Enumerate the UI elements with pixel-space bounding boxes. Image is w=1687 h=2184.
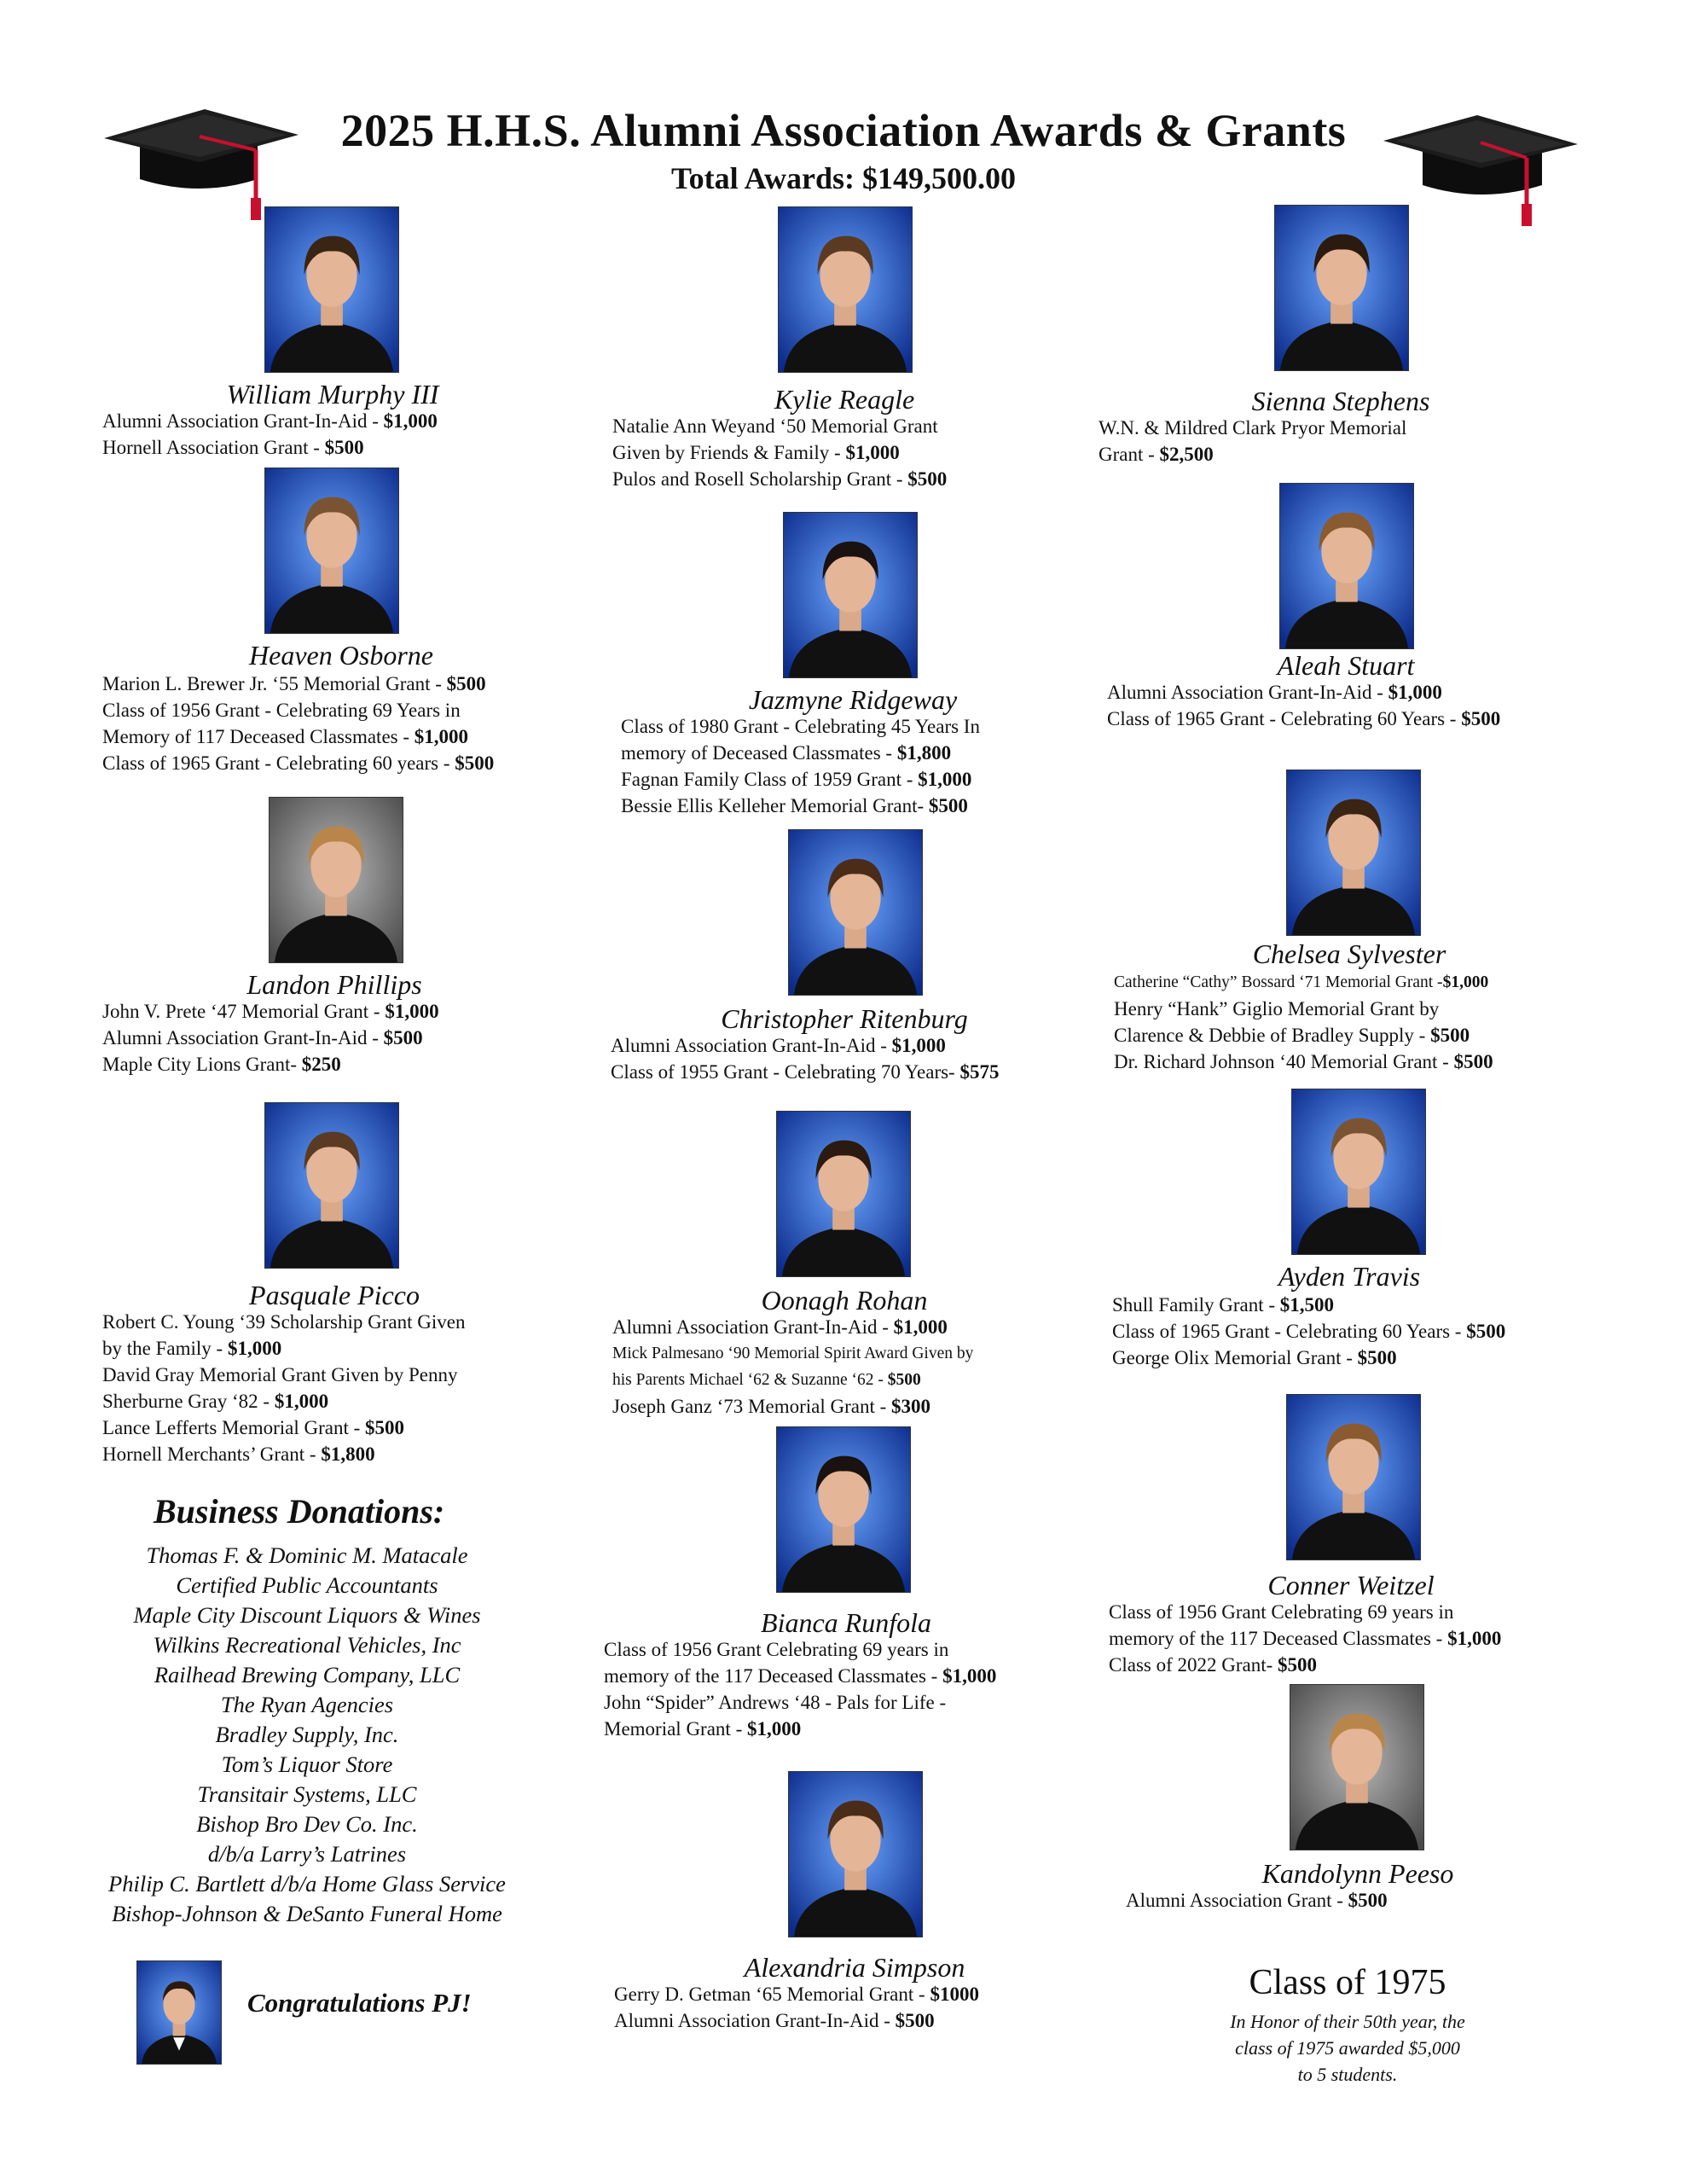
total-awards: Total Awards: $149,500.00	[670, 161, 1017, 195]
student-portrait	[264, 206, 399, 373]
grant-amount: $500	[907, 468, 948, 490]
grant-line	[1109, 1599, 1501, 1625]
grant-line	[612, 1340, 973, 1367]
grant-text: Sherburne Gray ‘82 -	[102, 1391, 275, 1412]
grant-text: Alumni Association Grant-In-Aid -	[614, 2010, 896, 2031]
grant-text: David Gray Memorial Grant Given by Penny	[102, 1364, 458, 1385]
grant-line	[1112, 1292, 1505, 1318]
grant-text: Class of 1956 Grant Celebrating 69 years in	[604, 1639, 949, 1660]
grant-list	[102, 408, 438, 461]
grant-line	[604, 1636, 996, 1663]
grant-text: Fagnan Family Class of 1959 Grant -	[621, 769, 919, 790]
grant-amount: $1,000	[383, 410, 438, 432]
grant-amount: $1000	[930, 1984, 979, 2005]
donor-name: Maple City Discount Liquors & Wines	[133, 1602, 481, 1628]
donor-name: The Ryan Agencies	[220, 1692, 394, 1717]
student-name: Kylie Reagle	[774, 384, 915, 415]
student-name: Aleah Stuart	[1277, 650, 1415, 681]
student-portrait	[778, 206, 913, 373]
grant-line	[1107, 679, 1500, 706]
donor-name: Railhead Brewing Company, LLC	[154, 1662, 461, 1687]
grant-amount: $500	[1357, 1347, 1397, 1368]
grant-line	[1126, 1887, 1388, 1914]
grant-line	[102, 671, 494, 697]
grant-amount: $500	[365, 1417, 405, 1438]
grant-line	[102, 408, 438, 434]
grant-list	[1112, 1292, 1505, 1371]
student-portrait	[1286, 1394, 1421, 1560]
grant-amount: $500	[1466, 1321, 1506, 1342]
student-portrait	[1290, 1684, 1424, 1850]
grant-text: Alumni Association Grant-In-Aid -	[612, 1316, 894, 1338]
grant-line	[102, 1309, 465, 1335]
grant-amount: $1,000	[1388, 682, 1442, 703]
grant-amount: $500	[383, 1027, 423, 1048]
grant-amount: $1,000	[1442, 973, 1489, 991]
grant-line	[611, 1059, 999, 1085]
grant-amount: $1,000	[918, 769, 972, 790]
grant-text: Hornell Association Grant -	[102, 437, 325, 458]
grant-amount: $500	[1348, 1890, 1388, 1911]
grant-list	[612, 1314, 973, 1420]
student-portrait	[264, 1102, 399, 1269]
grant-list	[102, 1309, 465, 1467]
student-name: Pasquale Picco	[249, 1280, 420, 1310]
grant-list	[1126, 1887, 1388, 1914]
grant-line	[621, 766, 980, 793]
student-portrait	[1279, 483, 1414, 649]
student-name: Christopher Ritenburg	[721, 1003, 968, 1034]
grant-text: Class of 1965 Grant - Celebrating 60 Years -	[1107, 708, 1462, 729]
donor-name: Philip C. Bartlett d/b/a Home Glass Service	[108, 1871, 506, 1896]
grant-list	[1099, 415, 1406, 468]
grant-text: Given by Friends & Family -	[612, 442, 846, 463]
grant-line	[102, 998, 439, 1025]
donor-name: Tom’s Liquor Store	[221, 1751, 393, 1777]
grant-amount: $1,500	[1279, 1294, 1335, 1316]
grant-line	[612, 1393, 973, 1420]
grant-amount: $500	[1461, 708, 1501, 729]
donor-name: Bradley Supply, Inc.	[215, 1722, 399, 1747]
grant-line	[102, 723, 494, 750]
business-donations-title: Business Donations:	[154, 1492, 445, 1531]
grant-line	[614, 2007, 979, 2034]
grant-text: John “Spider” Andrews ‘48 - Pals for Life -	[604, 1692, 947, 1713]
grant-amount: $500	[446, 673, 486, 694]
student-name: Landon Phillips	[246, 969, 422, 1000]
grant-amount: $1,000	[893, 1316, 948, 1338]
grant-text: Class of 1965 Grant - Celebrating 60 years -	[102, 752, 455, 774]
grant-line	[612, 439, 947, 466]
grant-amount: $575	[959, 1061, 1000, 1083]
grant-list	[1114, 969, 1493, 1075]
grant-text: Bessie Ellis Kelleher Memorial Grant-	[621, 795, 929, 816]
grant-text: Mick Palmesano ‘90 Memorial Spirit Award Given by	[612, 1345, 974, 1362]
class-of-1975-title: Class of 1975	[1249, 1963, 1446, 2002]
grant-text: Natalie Ann Weyand ‘50 Memorial Grant	[612, 415, 938, 437]
grant-text: Class of 1956 Grant Celebrating 69 years in	[1109, 1601, 1454, 1623]
page-title: 2025 H.H.S. Alumni Association Awards & Grants	[340, 105, 1347, 156]
grant-text: his Parents Michael ‘62 & Suzanne ‘62 -	[612, 1371, 888, 1389]
grant-line	[102, 1441, 465, 1467]
grant-amount: $500	[1430, 1025, 1470, 1046]
student-name: William Murphy III	[226, 379, 439, 410]
grant-amount: $1,000	[274, 1391, 329, 1412]
grant-line	[102, 1051, 439, 1077]
grant-amount: $500	[887, 1371, 921, 1389]
student-name: Bianca Runfola	[761, 1607, 931, 1638]
grant-line	[1114, 1048, 1493, 1075]
grant-amount: $1,800	[321, 1443, 375, 1465]
grant-text: Catherine “Cathy” Bossard ‘71 Memorial Grant -	[1114, 973, 1443, 991]
grant-line	[1114, 1022, 1493, 1048]
student-name: Conner Weitzel	[1267, 1570, 1435, 1600]
grant-amount: $1,000	[414, 726, 469, 747]
grant-list	[604, 1636, 996, 1742]
grant-list	[102, 671, 494, 776]
student-name: Oonagh Rohan	[761, 1285, 928, 1316]
grant-text: memory of the 117 Deceased Classmates -	[604, 1665, 943, 1687]
grant-list	[612, 413, 947, 492]
grant-text: Marion L. Brewer Jr. ‘55 Memorial Grant -	[102, 673, 447, 694]
student-portrait	[788, 1771, 923, 1937]
grant-line	[102, 1362, 465, 1388]
grant-text: George Olix Memorial Grant -	[1112, 1347, 1358, 1368]
student-portrait	[1274, 205, 1409, 371]
class-of-1975-note: In Honor of their 50th year, the class of 1975 awarded $5,000 to 5 students.	[1230, 2011, 1465, 2085]
grant-text: Memorial Grant -	[604, 1718, 747, 1740]
grant-amount: $250	[301, 1054, 341, 1075]
grant-text: Gerry D. Getman ‘65 Memorial Grant -	[614, 1984, 930, 2005]
grant-line	[612, 466, 947, 492]
student-portrait	[776, 1111, 911, 1277]
donor-name: Thomas F. & Dominic M. Matacale	[146, 1542, 468, 1568]
grant-amount: $500	[324, 437, 364, 458]
grant-list	[621, 713, 980, 819]
grant-text: Henry “Hank” Giglio Memorial Grant by	[1114, 998, 1440, 1019]
grant-text: Joseph Ganz ‘73 Memorial Grant -	[612, 1396, 892, 1417]
grant-text: Pulos and Rosell Scholarship Grant -	[612, 468, 908, 490]
pj-portrait	[136, 1960, 222, 2065]
grant-line	[604, 1689, 996, 1716]
grant-line	[612, 1367, 973, 1393]
grant-list	[1107, 679, 1500, 732]
grant-text: Alumni Association Grant-In-Aid -	[102, 410, 384, 432]
donor-name: Transitair Systems, LLC	[197, 1781, 417, 1807]
student-portrait	[269, 797, 403, 963]
grant-text: Lance Lefferts Memorial Grant -	[102, 1417, 366, 1438]
grant-amount: $500	[1453, 1051, 1493, 1072]
grant-line	[614, 1981, 979, 2007]
grant-amount: $1,000	[1447, 1628, 1502, 1649]
student-portrait	[776, 1426, 911, 1593]
grant-line	[1099, 415, 1406, 441]
grant-line	[102, 1414, 465, 1441]
student-portrait	[1286, 770, 1421, 936]
grant-amount: $1,000	[746, 1718, 802, 1740]
student-name: Alexandria Simpson	[744, 1952, 965, 1983]
grant-amount: $1,000	[227, 1338, 282, 1359]
grant-line	[621, 793, 980, 819]
grant-text: Class of 1965 Grant - Celebrating 60 Years -	[1112, 1321, 1467, 1342]
grant-text: Alumni Association Grant-In-Aid -	[1107, 682, 1388, 703]
grant-list	[1109, 1599, 1501, 1678]
grant-text: Class of 1956 Grant - Celebrating 69 Years in	[102, 700, 461, 721]
grant-line	[612, 1314, 973, 1340]
congratulations-text: Congratulations PJ!	[247, 1988, 472, 2018]
grant-text: Alumni Association Grant -	[1126, 1890, 1348, 1911]
grant-text: memory of Deceased Classmates -	[621, 742, 897, 764]
grant-line	[612, 413, 947, 439]
grant-text: Shull Family Grant -	[1112, 1294, 1280, 1316]
grant-list	[614, 1981, 979, 2034]
grant-line	[621, 713, 980, 740]
grant-line	[1099, 441, 1406, 468]
grant-line	[1112, 1318, 1505, 1345]
student-name: Chelsea Sylvester	[1252, 938, 1446, 969]
donor-name: Certified Public Accountants	[176, 1572, 438, 1598]
grant-line	[604, 1716, 996, 1742]
grant-line	[102, 750, 494, 776]
grant-amount: $500	[1278, 1654, 1318, 1676]
grant-line	[1109, 1625, 1501, 1652]
grant-line	[1114, 969, 1493, 996]
graduation-cap-icon	[1382, 115, 1578, 230]
grant-amount: $1,000	[845, 442, 900, 463]
grant-line	[102, 697, 494, 723]
student-name: Kandolynn Peeso	[1261, 1858, 1454, 1889]
grant-text: Class of 2022 Grant-	[1109, 1654, 1278, 1676]
grant-text: Grant -	[1099, 444, 1160, 465]
grant-amount: $500	[895, 2010, 935, 2031]
grant-amount: $500	[455, 752, 495, 774]
grant-line	[102, 434, 438, 461]
student-name: Heaven Osborne	[249, 640, 433, 671]
grant-text: Class of 1980 Grant - Celebrating 45 Years In	[621, 716, 980, 737]
student-name: Sienna Stephens	[1251, 386, 1430, 416]
grant-amount: $300	[891, 1396, 931, 1417]
grant-text: memory of the 117 Deceased Classmates -	[1109, 1628, 1448, 1649]
grant-amount: $2,500	[1159, 444, 1214, 465]
grant-line	[102, 1025, 439, 1051]
grant-line	[102, 1388, 465, 1414]
grant-amount: $1,000	[942, 1665, 997, 1687]
student-name: Ayden Travis	[1278, 1261, 1421, 1292]
grant-text: Maple City Lions Grant-	[102, 1054, 302, 1075]
donor-name: Wilkins Recreational Vehicles, Inc	[153, 1632, 461, 1658]
grant-line	[604, 1663, 996, 1689]
student-portrait	[783, 512, 918, 678]
grant-line	[102, 1335, 465, 1362]
grant-text: Alumni Association Grant-In-Aid -	[611, 1035, 892, 1056]
grant-text: by the Family -	[102, 1338, 228, 1359]
student-portrait	[264, 468, 399, 634]
grant-text: Memory of 117 Deceased Classmates -	[102, 726, 415, 747]
grant-line	[1107, 706, 1500, 732]
grant-line	[1109, 1652, 1501, 1678]
student-portrait	[1291, 1089, 1426, 1255]
grant-amount: $1,000	[385, 1001, 439, 1022]
grant-amount: $1,800	[896, 742, 952, 764]
student-name: Jazmyne Ridgeway	[748, 684, 958, 715]
grant-text: Class of 1955 Grant - Celebrating 70 Years-	[611, 1061, 960, 1083]
grant-text: Clarence & Debbie of Bradley Supply -	[1114, 1025, 1431, 1046]
grant-text: Dr. Richard Johnson ‘40 Memorial Grant -	[1114, 1051, 1454, 1072]
grant-text: Hornell Merchants’ Grant -	[102, 1443, 322, 1465]
grant-text: Robert C. Young ‘39 Scholarship Grant Given	[102, 1311, 466, 1333]
grant-line	[621, 740, 980, 766]
grant-text: W.N. & Mildred Clark Pryor Memorial	[1099, 417, 1407, 439]
grant-line	[1114, 996, 1493, 1022]
business-donations-list	[68, 1541, 546, 1929]
grant-text: Alumni Association Grant-In-Aid -	[102, 1027, 384, 1048]
grant-line	[611, 1032, 999, 1059]
grant-list	[102, 998, 439, 1077]
grant-amount: $500	[928, 795, 968, 816]
grant-amount: $1,000	[891, 1035, 946, 1056]
donor-name: d/b/a Larry’s Latrines	[207, 1841, 407, 1867]
grant-line	[1112, 1345, 1505, 1371]
donor-name: Bishop Bro Dev Co. Inc.	[196, 1811, 418, 1837]
grant-list	[611, 1032, 999, 1085]
donor-name: Bishop-Johnson & DeSanto Funeral Home	[112, 1901, 502, 1926]
grant-text: John V. Prete ‘47 Memorial Grant -	[102, 1001, 386, 1022]
student-portrait	[788, 829, 923, 996]
